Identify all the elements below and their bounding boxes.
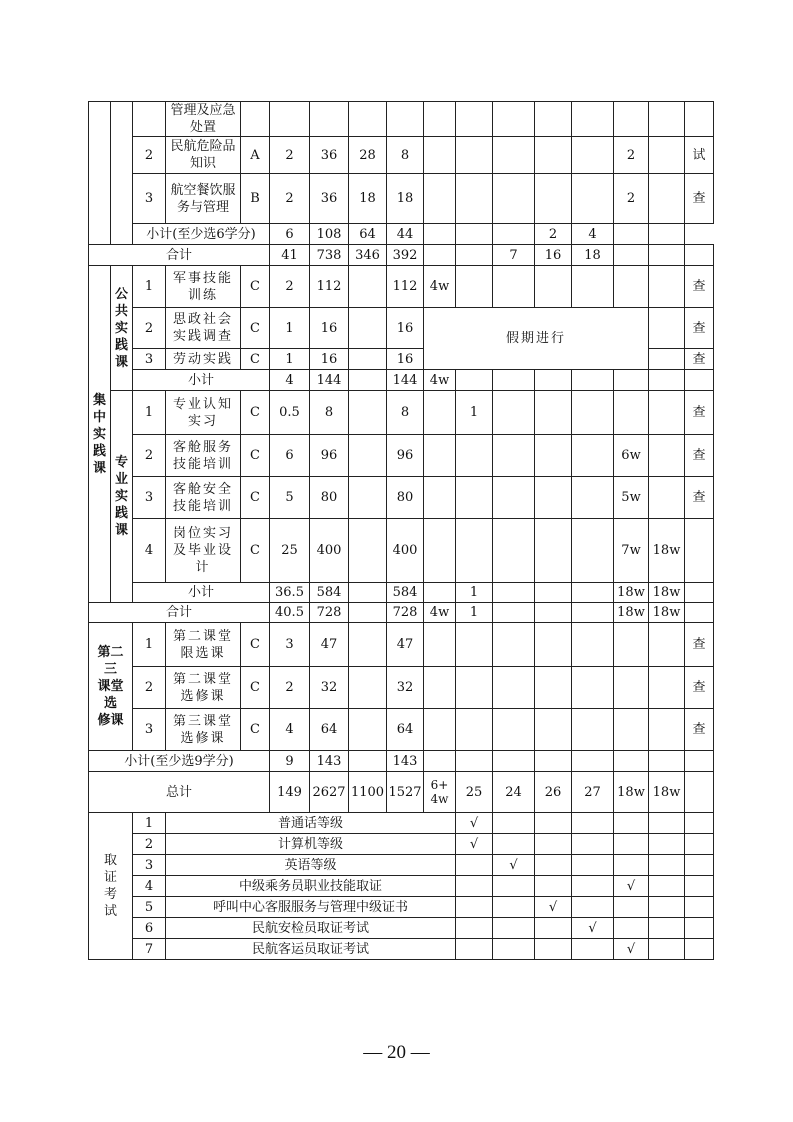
course-name: 岗位实习及毕业设计 <box>166 519 241 583</box>
course-name: 第三课堂选修课 <box>166 709 241 751</box>
course-name: 军事技能训练 <box>166 266 241 308</box>
category-label: 第二 三 课堂 选 修课 <box>89 623 133 751</box>
course-name: 管理及应急处置 <box>166 102 241 137</box>
check-mark: √ <box>614 939 649 960</box>
table-row: 专业实践课 1 专业认知实习 C 0.5 8 8 1 查 <box>89 391 714 435</box>
course-name: 专业认知实习 <box>166 391 241 435</box>
check-mark: √ <box>456 813 493 834</box>
cert-row: 3 英语等级 √ <box>89 855 714 876</box>
cert-row: 7 民航客运员取证考试 √ <box>89 939 714 960</box>
table-row <box>89 102 714 137</box>
category-label: 取证考试 <box>89 813 133 960</box>
course-name: 劳动实践 <box>166 349 241 370</box>
course-name: 第二课堂选修课 <box>166 667 241 709</box>
cert-row: 5 呼叫中心客服服务与管理中级证书 √ <box>89 897 714 918</box>
subtotal-row: 小计(至少选9学分) 9 143 143 <box>89 751 714 772</box>
check-mark: √ <box>614 876 649 897</box>
total-row: 合计 41 738 346 392 7 16 18 <box>89 245 714 266</box>
course-name: 思政社会实践调查 <box>166 308 241 349</box>
curriculum-table <box>88 101 714 960</box>
page-number: — 20 — <box>363 1042 430 1063</box>
subtotal-row: 小计 36.5 584 584 1 18w 18w <box>89 583 714 603</box>
cert-row: 4 中级乘务员职业技能取证 √ <box>89 876 714 897</box>
check-mark: √ <box>572 918 614 939</box>
check-mark: √ <box>493 855 535 876</box>
table-row: 第二 三 课堂 选 修课 1 第二课堂限选课 C 3 47 47 查 <box>89 623 714 667</box>
subtotal-row: 小计(至少选6学分) 6 108 64 44 2 4 <box>89 224 714 245</box>
check-mark: √ <box>456 834 493 855</box>
table-row: 2 思政社会实践调查 C 1 16 16 假期进行 查 <box>89 308 714 349</box>
cert-row: 取证考试 1 普通话等级 √ <box>89 813 714 834</box>
course-name: 客舱安全技能培训 <box>166 477 241 519</box>
table-row: 3 第三课堂选修课 C 4 64 64 查 <box>89 709 714 751</box>
table-row: 2 民航危险品知识 A 2 36 28 8 2 试 <box>89 137 714 174</box>
category-label: 公共实践课 <box>111 266 133 391</box>
total-row: 合计 40.5 728 728 4w 1 18w 18w <box>89 603 714 623</box>
course-name: 航空餐饮服务与管理 <box>166 174 241 224</box>
cert-row: 6 民航安检员取证考试 √ <box>89 918 714 939</box>
table-row: 2 客舱服务技能培训 C 6 96 96 6w 查 <box>89 435 714 477</box>
course-name: 民航危险品知识 <box>166 137 241 174</box>
grand-total-row: 总计 149 2627 1100 1527 6+4w 25 24 26 27 18w 18w <box>89 772 714 813</box>
table-row: 集中实践课 公共实践课 1 军事技能训练 C 2 112 112 4w 查 <box>89 266 714 308</box>
course-name: 第二课堂限选课 <box>166 623 241 667</box>
table-row: 2 第二课堂选修课 C 2 32 32 查 <box>89 667 714 709</box>
group-label: 集中实践课 <box>89 266 111 603</box>
table-row: 3 航空餐饮服务与管理 B 2 36 18 18 2 查 <box>89 174 714 224</box>
check-mark: √ <box>535 897 572 918</box>
subtotal-row: 小计 4 144 144 4w <box>89 370 714 391</box>
course-name: 客舱服务技能培训 <box>166 435 241 477</box>
table-row: 3 客舱安全技能培训 C 5 80 80 5w 查 <box>89 477 714 519</box>
cert-row: 2 计算机等级 √ <box>89 834 714 855</box>
holiday-note: 假期进行 <box>424 308 649 370</box>
category-label: 专业实践课 <box>111 391 133 603</box>
table-row: 4 岗位实习及毕业设计 C 25 400 400 7w 18w <box>89 519 714 583</box>
table-row: 3 劳动实践 C 1 16 16 查 <box>89 349 714 370</box>
